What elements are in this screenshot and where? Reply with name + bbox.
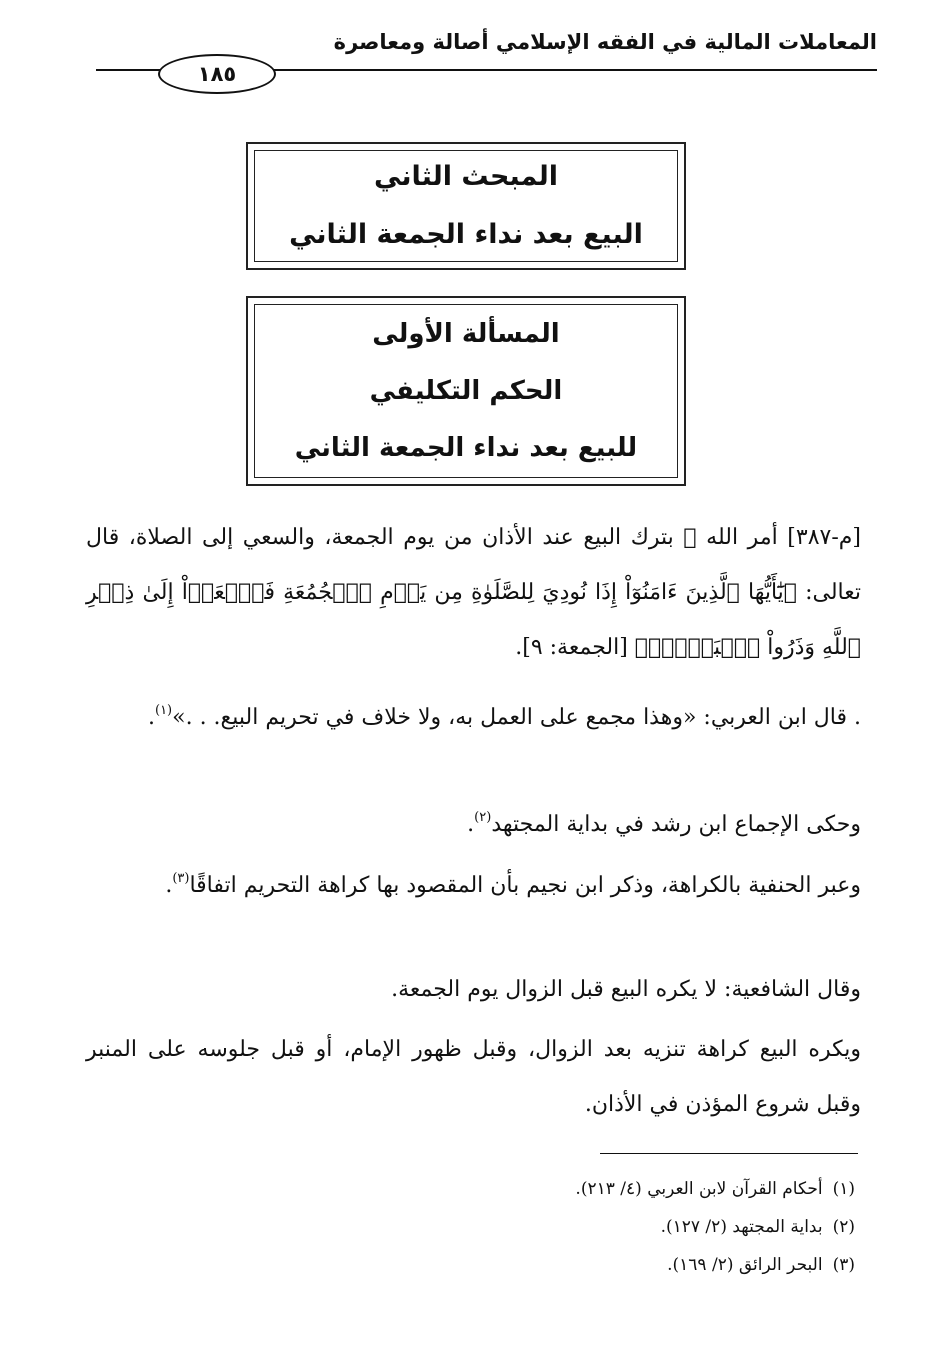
footnote-text: بداية المجتهد (٢/ ١٢٧). xyxy=(660,1217,823,1237)
paragraph-ibn-al-arabi xyxy=(86,683,861,745)
page-number: ١٨٥ xyxy=(158,54,276,94)
footnote-item xyxy=(300,1246,855,1284)
paragraph-text: وعبر الحنفية بالكراهة، وذكر ابن نجيم بأن المقصود بها كراهة التحريم اتفاقًا xyxy=(189,873,861,898)
book-title: المعاملات المالية في الفقه الإسلامي أصالة ومعاصرة xyxy=(333,30,877,54)
footnote-item xyxy=(300,1170,855,1208)
verse-reference: [الجمعة: ٩]. xyxy=(515,635,635,660)
paragraph-hanafi xyxy=(86,851,861,913)
paragraph-end: . xyxy=(165,873,173,898)
paragraph-text: وقال الشافعية: لا يكره البيع قبل الزوال يوم الجمعة. xyxy=(391,977,861,1002)
footnote-number: (٢) xyxy=(832,1217,855,1237)
section-subheading: البيع بعد نداء الجمعة الثاني xyxy=(289,219,643,250)
issue-subheading-2: للبيع بعد نداء الجمعة الثاني xyxy=(294,432,638,463)
paragraph-end: . xyxy=(147,705,155,730)
footnote-item xyxy=(300,1208,855,1246)
footnote-marker: (٢) xyxy=(474,810,492,825)
paragraph-text: ويكره البيع كراهة تنزيه بعد الزوال، وقبل ظهور الإمام، أو قبل جلوسه على المنبر وقبل شروع المؤذن في الأذان. xyxy=(86,1037,861,1117)
paragraph-makruh xyxy=(86,1022,861,1132)
section-heading: المبحث الثاني xyxy=(374,161,558,192)
running-header xyxy=(96,22,877,96)
section-title-box xyxy=(246,142,686,270)
quran-verse: ﴿يَٰٓأَيُّهَا ٱلَّذِينَ ءَامَنُوٓاْ إِذَا نُودِيَ لِلصَّلَوٰةِ مِن يَوۡمِ ٱلۡجُمُعَةِ فَٱسۡعَوۡاْ إِلَىٰ ذِكۡرِ ٱللَّهِ وَذَرُواْ ٱلۡبَيۡعَۚ﴾ xyxy=(86,580,861,660)
paragraph-shafii xyxy=(86,962,861,1017)
footnote-marker: (١) xyxy=(154,703,173,718)
issue-title-box xyxy=(246,296,686,486)
footnote-marker: (٣) xyxy=(172,871,190,886)
footnote-text: البحر الرائق (٢/ ١٦٩). xyxy=(667,1255,823,1275)
paragraph-ibn-rushd xyxy=(86,790,861,852)
footnote-number: (٣) xyxy=(832,1255,855,1275)
footnote-separator xyxy=(600,1153,858,1154)
issue-subheading: الحكم التكليفي xyxy=(369,375,563,406)
paragraph-quran-command xyxy=(86,510,861,675)
paragraph-text: وحكى الإجماع ابن رشد في بداية المجتهد xyxy=(491,812,861,837)
paragraph-text: . قال ابن العربي: «وهذا مجمع على العمل به، ولا خلاف في تحريم البيع. . .» xyxy=(172,705,861,730)
footnote-number: (١) xyxy=(832,1179,855,1199)
issue-heading: المسألة الأولى xyxy=(372,318,560,349)
paragraph-end: . xyxy=(467,812,475,837)
paragraph-text: [م-٣٨٧] أمر الله ﷻ بترك البيع عند الأذان من يوم الجمعة، والسعي إلى الصلاة، قال تعالى: xyxy=(86,525,861,605)
footnote-text: أحكام القرآن لابن العربي (٤/ ٢١٣). xyxy=(575,1179,823,1199)
footnotes xyxy=(300,1170,855,1284)
